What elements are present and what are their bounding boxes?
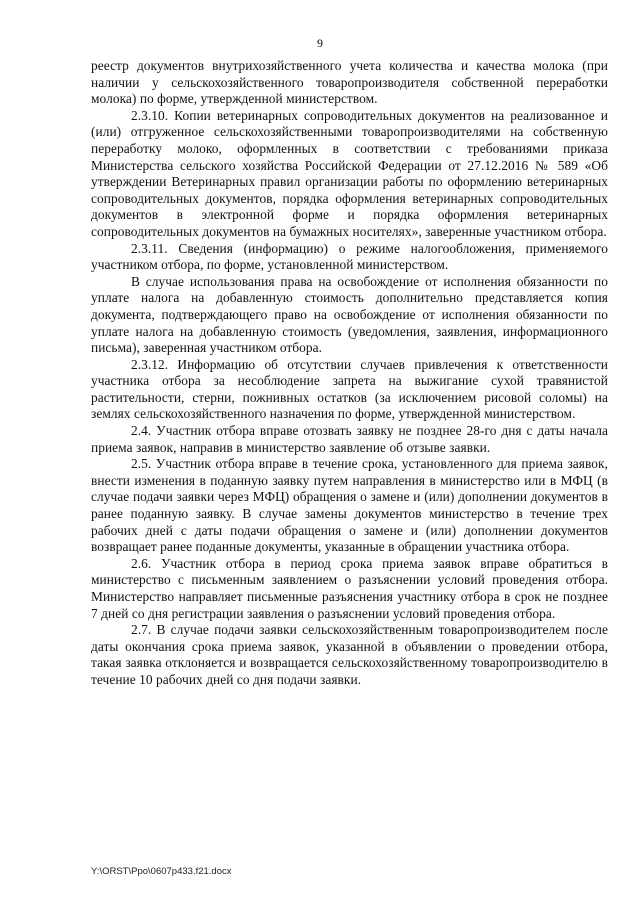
paragraph-vat-exemption: В случае использования права на освобождение от исполнения обязанности по уплате налога на добавленную стоимость дополнительно представляется копия документа, подтверждающего право на освобождение от исполнения обязанности по уплате налога на добавленную стоимость (уведомления, заявления, информационного письма), заверенная участником отбора. <box>91 273 608 356</box>
paragraph-2-7: 2.7. В случае подачи заявки сельскохозяйственным товаропроизводителем после даты окончания срока приема заявок, указанной в объявлении о проведении отбора, такая заявка отклоняется и возвращается сельскохозяйственному товаропроизводителю в течение 10 рабочих дней со дня подачи заявки. <box>91 622 608 687</box>
paragraph-2-3-11: 2.3.11. Сведения (информацию) о режиме налогообложения, применяемого участником отбора, по форме, установленной министерством. <box>91 240 608 273</box>
document-body <box>91 58 608 689</box>
paragraph-2-3-12: 2.3.12. Информацию об отсутствии случаев привлечения к ответственности участника отбора за несоблюдение запрета на выжигание сухой травянистой растительности, стерни, пожнивных остатков (за исключением рисовой соломы) на землях сельскохозяйственного назначения по форме, утвержденной министерством. <box>91 356 608 422</box>
paragraph-2-3-10: 2.3.10. Копии ветеринарных сопроводительных документов на реализованное и (или) отгруженное сельскохозяйственными товаропроизводителями на собственную переработку молоко, оформленных в соответствии с требованиями приказа Министерства сельского хозяйства Российской Федерации от 27.12.2016 № 589 «Об утверждении Ветеринарных правил организации работы по оформлению ветеринарных сопроводительных документов, порядка оформления ветеринарных сопроводительных документов в электронной форме и порядка оформления ветеринарных сопроводительных документов на бумажных носителях», заверенные участником отбора. <box>91 107 608 239</box>
paragraph-2-4: 2.4. Участник отбора вправе отозвать заявку не позднее 28-го дня с даты начала приема заявок, направив в министерство заявление об отзыве заявки. <box>91 423 608 455</box>
paragraph-continuation: реестр документов внутрихозяйственного учета количества и качества молока (при наличии у сельскохозяйственного товаропроизводителя собственной переработки молока) по форме, утвержденной министерством. <box>91 58 608 107</box>
paragraph-2-6: 2.6. Участник отбора в период срока приема заявок вправе обратиться в министерство с письменным заявлением о разъяснении условий проведения отбора. Министерство направляет письменные разъяснения участнику отбора в срок не позднее 7 дней со дня регистрации заявления о разъяснении условий проведения отбора. <box>91 555 608 621</box>
footer-file-path: Y:\ORST\Ppo\0607p433.f21.docx <box>91 866 232 877</box>
paragraph-2-5: 2.5. Участник отбора вправе в течение срока, установленного для приема заявок, внести изменения в поданную заявку путем направления в министерство или в МФЦ (в случае подачи заявки через МФЦ) обращения о замене и (или) дополнении документов в ранее поданную заявку. В случае замены документов министерство в течение трех рабочих дней с даты подачи обращения о замене и (или) дополнении документов возвращает ранее поданные документы, указанные в обращении участника отбора. <box>91 456 608 555</box>
page-number: 9 <box>317 36 323 50</box>
